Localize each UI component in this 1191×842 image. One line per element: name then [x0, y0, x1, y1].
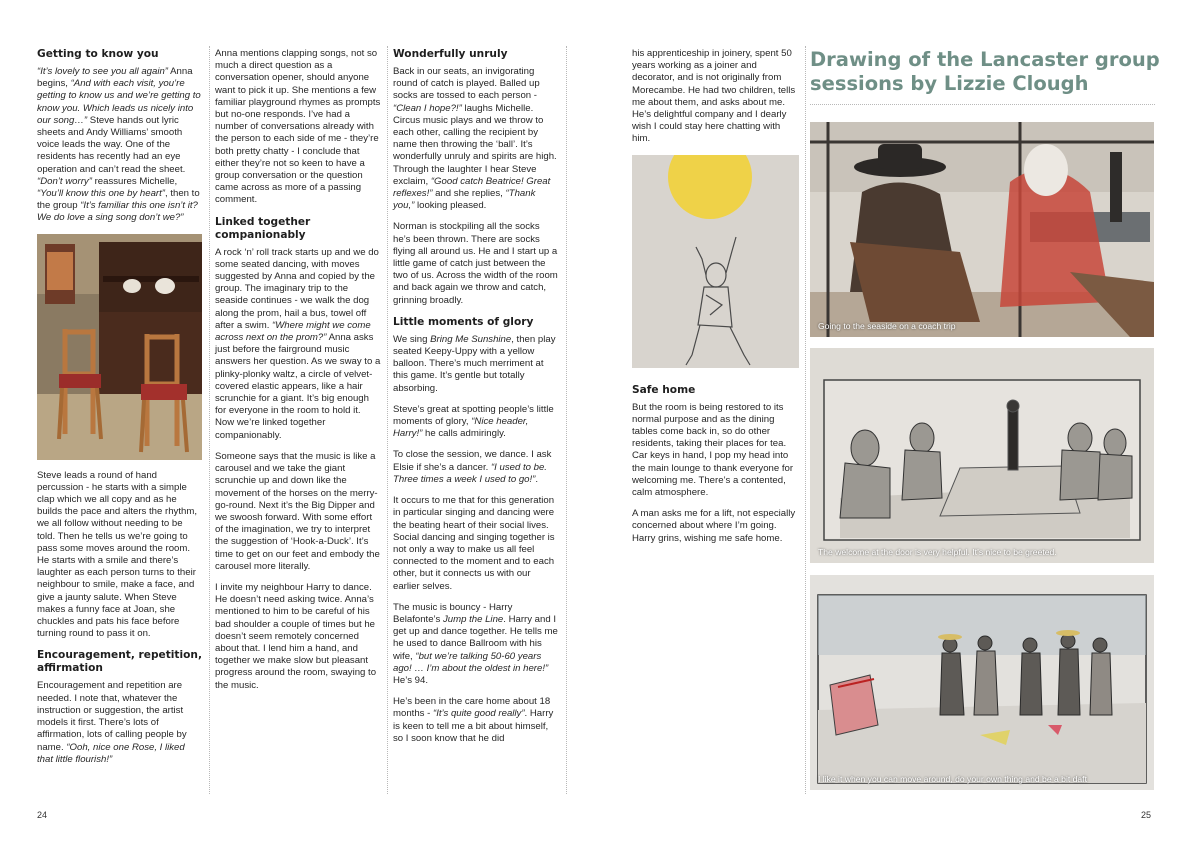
- text-run: Back in our seats, an invigorating round of catch is played. Balled up socks are tossed to each person -: [393, 66, 540, 102]
- text-run: . Harry and I get up and dance together. He tells me he used to dance Ballroom with his wife,: [393, 613, 558, 662]
- heading-safe-home: Safe home: [632, 383, 696, 396]
- text-run: “And with each visit, you’re getting to know us and we’re getting to know you. Which leads us nicely into our song…”: [37, 78, 201, 126]
- column-divider-4: [805, 46, 806, 794]
- paragraph-3: [37, 680, 202, 765]
- paragraph-5: [215, 247, 381, 442]
- photo-dining-room: [37, 234, 202, 460]
- text-run: . Harry is keen to tell me a bit about himself, so I soon know that he did: [393, 708, 554, 744]
- paragraph-12: [393, 449, 559, 486]
- text-run: “Clean I hope?!”: [393, 102, 462, 114]
- text-run: Steve’s great at spotting people’s little moments of glory,: [393, 403, 554, 428]
- text-run: “I used to be. Three times a week I used to go!”: [393, 461, 547, 485]
- text-run: he calls admiringly.: [422, 428, 506, 440]
- paragraph-7: I invite my neighbour Harry to dance. He doesn’t need asking twice. Anna’s mentioned to him to be careful of his bad shoulder a couple of times but he doesn’t seem remotely concerned about that. I lend him a hand, and together we make slow but pleasant progress around the room, swaying to the music.: [215, 581, 377, 691]
- paragraph-14: [393, 602, 559, 687]
- column-1: [37, 48, 202, 775]
- text-run: , then to the group: [37, 188, 200, 212]
- text-run: “Nice header, Harry!”: [393, 416, 529, 440]
- column-divider-2: [387, 46, 388, 794]
- paragraph-18: A man asks me for a lift, not especially concerned about where I’m going. Harry grins, wishing me safe home.: [632, 508, 796, 544]
- page-title: Drawing of the Lancaster group sessions by Lizzie Clough: [810, 48, 1160, 95]
- text-run: , then play seated Keepy-Uppy with a yellow balloon. There’s much merriment at this game. It’s gentle but totally absorbing.: [393, 333, 556, 394]
- text-run: looking pleased.: [414, 200, 487, 212]
- paragraph-1: [37, 66, 202, 225]
- paragraph-11: [393, 404, 559, 441]
- heading-linked-together: Linked together companionably: [215, 215, 311, 241]
- caption-coach-trip: Going to the seaside on a coach trip: [818, 321, 956, 331]
- text-run: “Don’t worry”: [37, 175, 92, 187]
- caption-welcome: The welcome at the door is very helpful. It’s nice to be greeted.: [818, 547, 1057, 557]
- text-run: Steve hands out lyric sheets and Andy Williams’ smooth voice leads the way. One of the residents has recently had an eye operation and can’t read the sheet.: [37, 114, 186, 175]
- text-run: Bring Me Sunshine: [430, 333, 512, 345]
- caption-dancing: I like it when you can move around, do your own thing and be a bit daft: [818, 774, 1087, 784]
- column-3: [393, 48, 559, 754]
- page-number-right: 25: [1141, 810, 1152, 820]
- text-run: Encouragement and repetition are needed. I note that, whatever the instruction or suggestion, the artist models it first. There’s lots of affirmation, lots of calling people by name.: [37, 680, 187, 753]
- text-run: “Where might we come across next on the prom?”: [215, 319, 371, 344]
- text-run: We sing: [393, 333, 431, 345]
- paragraph-6: Someone says that the music is like a carousel and we take the giant scrunchie up and down like the movement of the horses on the merry-go-round. Next it’s the Big Dipper and we swoosh forward. With some effort of the imagination, we try to interpret the suggestion of ‘Hook-a-Duck’. It’s time to get on our feet and embody the carousel more literally.: [215, 450, 380, 572]
- text-run: “Good catch Beatrice! Great reflexes!”: [393, 175, 551, 200]
- column-2: [215, 48, 381, 701]
- text-run: laughs Michelle. Circus music plays and we throw to each other, calling the recipient by name then throwing the ‘ball’. It’s wonderfully unruly and spirits are high. Through the laughter I hear Steve exclaim,: [393, 102, 557, 187]
- paragraph-9: Norman is stockpiling all the socks he’s been thrown. There are socks flying all around us. He and I start up a little game of catch just between the two of us. Across the width of the room and back again we throw and catch, grinning broadly.: [393, 221, 558, 306]
- page-number-left: 24: [37, 810, 48, 820]
- text-run: “It’s familiar this one isn’t it? We do love a sing song don’t we?”: [37, 200, 198, 224]
- paragraph-10: [393, 334, 559, 395]
- illustration-dancing: [810, 575, 1154, 790]
- text-run: He’s 94.: [393, 674, 429, 686]
- text-run: He’s been in the care home about 18 months -: [393, 696, 551, 720]
- text-run: Anna begins,: [37, 66, 193, 90]
- heading-wonderfully-unruly: Wonderfully unruly: [393, 48, 508, 60]
- paragraph-16: his apprenticeship in joinery, spent 50 years working as a joiner and decorator, and is not originally from Morecambe. He had two children, tells me about them, and asks about me. He’s delightful company and I dearly wish I could stay here chatting with him.: [632, 48, 796, 145]
- column-divider-1: [209, 46, 210, 794]
- text-run: The music is bouncy - Harry Belafonte’s: [393, 601, 513, 625]
- heading-little-moments: Little moments of glory: [393, 315, 534, 328]
- text-run: To close the session, we dance. I ask Elsie if she’s a dancer.: [393, 449, 552, 473]
- paragraph-17: But the room is being restored to its normal purpose and as the dining tables come back in, so do other residents, taking their places for tea. Car keys in hand, I pop my head into the main lounge to thank everyone for welcoming me. There’s a contented, calm atmosphere.: [632, 401, 794, 499]
- paragraph-2: Steve leads a round of hand percussion - he starts with a simple clap which we all copy and as he builds the pace and alters the rhythm, we all follow without needing to be told. Then he tells us we’re going to pass some moves around the room. He starts with a smile and there’s laughter as each person turns to their neighbour to smile, make a face, and give a jaunty salute. When Steve makes a funny face at Joan, she chuckles and pats his face before turning round to pass it on.: [37, 469, 197, 640]
- text-run: and she replies,: [432, 188, 506, 200]
- text-run: .: [535, 473, 539, 485]
- title-rule: [810, 104, 1155, 105]
- paragraph-13: It occurs to me that for this generation in particular singing and dancing were the beating heart of their social lives. Social dancing and singing together is not only a way to make us all feel connected to the moment and to each other, but it connects us with our earlier selves.: [393, 495, 555, 592]
- illustration-welcome: [810, 348, 1154, 563]
- paragraph-4: Anna mentions clapping songs, not so much a direct question as a conversation opener, should anyone want to pick it up. She mentions a few familiar playground rhymes as prompts but no-one responds. I’ve had a number of conversations already with the person to each side of me - they’re both pretty chatty - I conclude that either they’re not so keen to have a group conversation or the question came across as more of a passing comment.: [215, 48, 381, 206]
- paragraph-8: [393, 66, 559, 212]
- heading-encouragement: Encouragement, repetition, affirmation: [37, 649, 202, 675]
- column-4: [632, 48, 800, 554]
- text-run: reassures Michelle,: [91, 175, 178, 187]
- text-run: “Ooh, nice one Rose, I liked that little flourish!”: [37, 741, 185, 765]
- text-run: Jump the Line: [442, 613, 504, 625]
- text-run: A rock ‘n’ roll track starts up and we do some seated dancing, with moves suggested by Anna and copied by the group. The imaginary trip to the seaside continues - we walk the dog along the prom, hail a bus, towel off after a swim.: [215, 246, 379, 331]
- text-run: “It’s quite good really”: [433, 708, 525, 720]
- text-run: “Thank you,”: [393, 188, 536, 212]
- heading-getting-to-know-you: Getting to know you: [37, 48, 159, 60]
- text-run: Anna asks just before the fairground music answers her question. As we sway to a plinky-plonky waltz, a circle of velvet-covered elastic appears, like a hair scrunchie for a giant. It’s big enough for everyone in the room to hold it. Now we’re linked together companionably.: [215, 332, 381, 441]
- paragraph-15: [393, 696, 559, 745]
- column-divider-3: [566, 46, 567, 794]
- text-run: “You’ll know this one by heart”: [37, 188, 165, 200]
- text-run: “but we’re talking 50-60 years ago! … I’m about the oldest in here!”: [393, 650, 549, 674]
- text-run: “It’s lovely to see you all again”: [37, 66, 169, 77]
- drawing-balloon: [632, 155, 799, 368]
- illustration-coach-trip: [810, 122, 1154, 337]
